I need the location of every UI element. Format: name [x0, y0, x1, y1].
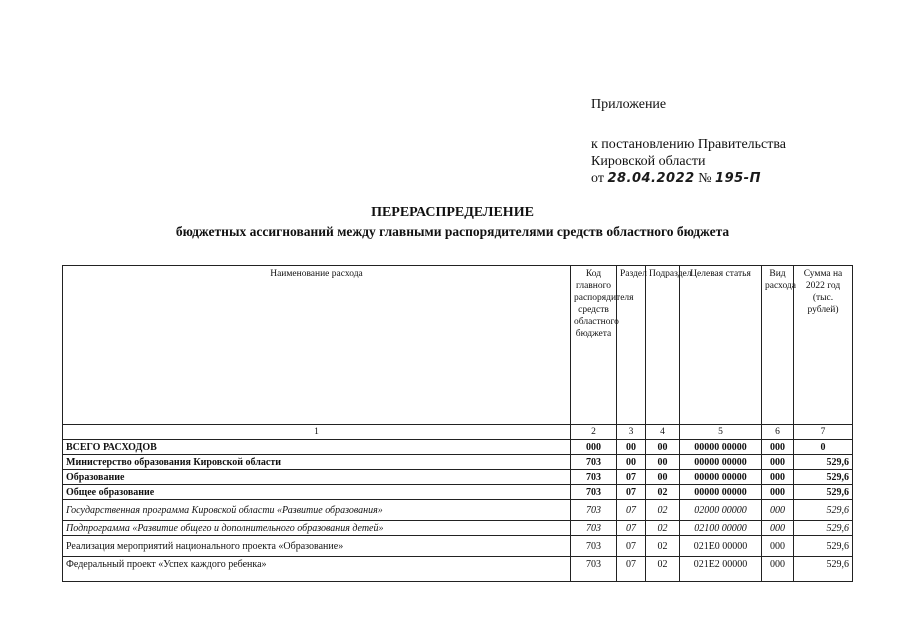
row-code: 703	[571, 470, 617, 485]
row-name: Реализация мероприятий национального проекта «Образование»	[63, 536, 571, 557]
row-section: 00	[617, 455, 646, 470]
appendix-label: Приложение	[591, 97, 667, 112]
row-target: 00000 00000	[680, 485, 762, 500]
row-subsection: 02	[646, 557, 680, 582]
row-section: 07	[617, 521, 646, 536]
header-sum: Сумма на 2022 год (тыс. рублей)	[794, 266, 853, 425]
row-section: 00	[617, 440, 646, 455]
column-numbers-row	[63, 425, 853, 440]
number-sign: №	[698, 171, 712, 186]
column-number: 5	[680, 425, 762, 440]
row-kind: 000	[762, 485, 794, 500]
row-subsection: 00	[646, 470, 680, 485]
handwritten-number: 195-П	[715, 171, 761, 186]
row-name: Общее образование	[63, 485, 571, 500]
row-subsection: 02	[646, 500, 680, 521]
table-row	[63, 470, 853, 485]
row-name: Государственная программа Кировской области «Развитие образования»	[63, 500, 571, 521]
column-number: 1	[63, 425, 571, 440]
decree-date-line	[591, 170, 786, 187]
row-section: 07	[617, 485, 646, 500]
column-number: 6	[762, 425, 794, 440]
column-number: 7	[794, 425, 853, 440]
row-section: 07	[617, 557, 646, 582]
header-section: Раздел	[617, 266, 646, 425]
row-sum: 529,6	[794, 521, 853, 536]
row-section: 07	[617, 500, 646, 521]
row-section: 07	[617, 536, 646, 557]
header-code: Код главного распорядителя средств областного бюджета	[571, 266, 617, 425]
row-kind: 000	[762, 440, 794, 455]
row-section: 07	[617, 470, 646, 485]
row-code: 703	[571, 521, 617, 536]
row-code: 703	[571, 557, 617, 582]
table-row	[63, 557, 853, 582]
row-subsection: 02	[646, 485, 680, 500]
row-subsection: 02	[646, 536, 680, 557]
row-name: Министерство образования Кировской области	[63, 455, 571, 470]
row-target: 00000 00000	[680, 440, 762, 455]
reallocation-table	[62, 265, 853, 582]
row-code: 703	[571, 500, 617, 521]
column-number: 4	[646, 425, 680, 440]
header-name: Наименование расхода	[63, 266, 571, 425]
column-number: 2	[571, 425, 617, 440]
row-target: 02100 00000	[680, 521, 762, 536]
table-row	[63, 521, 853, 536]
row-target: 021E2 00000	[680, 557, 762, 582]
decree-reference	[591, 136, 786, 187]
row-kind: 000	[762, 470, 794, 485]
table-row	[63, 455, 853, 470]
row-code: 703	[571, 455, 617, 470]
row-subsection: 02	[646, 521, 680, 536]
row-code: 703	[571, 485, 617, 500]
handwritten-date: 28.04.2022	[607, 171, 695, 186]
row-name: Образование	[63, 470, 571, 485]
table-row	[63, 500, 853, 521]
row-name: ВСЕГО РАСХОДОВ	[63, 440, 571, 455]
column-number: 3	[617, 425, 646, 440]
row-sum: 529,6	[794, 485, 853, 500]
table-header-row	[63, 266, 853, 425]
row-kind: 000	[762, 500, 794, 521]
header-target: Целевая статья	[680, 266, 762, 425]
header-kind: Вид расхода	[762, 266, 794, 425]
row-name: Подпрограмма «Развитие общего и дополнительного образования детей»	[63, 521, 571, 536]
row-kind: 000	[762, 521, 794, 536]
row-code: 000	[571, 440, 617, 455]
row-target: 021E0 00000	[680, 536, 762, 557]
row-sum: 0	[794, 440, 853, 455]
date-prefix: от	[591, 171, 604, 186]
row-sum: 529,6	[794, 536, 853, 557]
row-kind: 000	[762, 455, 794, 470]
row-sum: 529,6	[794, 557, 853, 582]
row-kind: 000	[762, 536, 794, 557]
table-row	[63, 536, 853, 557]
row-code: 703	[571, 536, 617, 557]
row-target: 02000 00000	[680, 500, 762, 521]
decree-line-2: Кировской области	[591, 154, 706, 169]
document-subtitle: бюджетных ассигнований между главными распорядителями средств областного бюджета	[175, 224, 730, 239]
row-name: Федеральный проект «Успех каждого ребенка»	[63, 557, 571, 582]
header-subsection: Подраздел	[646, 266, 680, 425]
decree-line-1: к постановлению Правительства	[591, 137, 787, 152]
row-target: 00000 00000	[680, 455, 762, 470]
row-sum: 529,6	[794, 455, 853, 470]
row-subsection: 00	[646, 455, 680, 470]
row-subsection: 00	[646, 440, 680, 455]
document-title: ПЕРЕРАСПРЕДЕЛЕНИЕ	[371, 205, 534, 220]
table-row	[63, 485, 853, 500]
row-target: 00000 00000	[680, 470, 762, 485]
table-row	[63, 440, 853, 455]
row-sum: 529,6	[794, 500, 853, 521]
row-sum: 529,6	[794, 470, 853, 485]
row-kind: 000	[762, 557, 794, 582]
